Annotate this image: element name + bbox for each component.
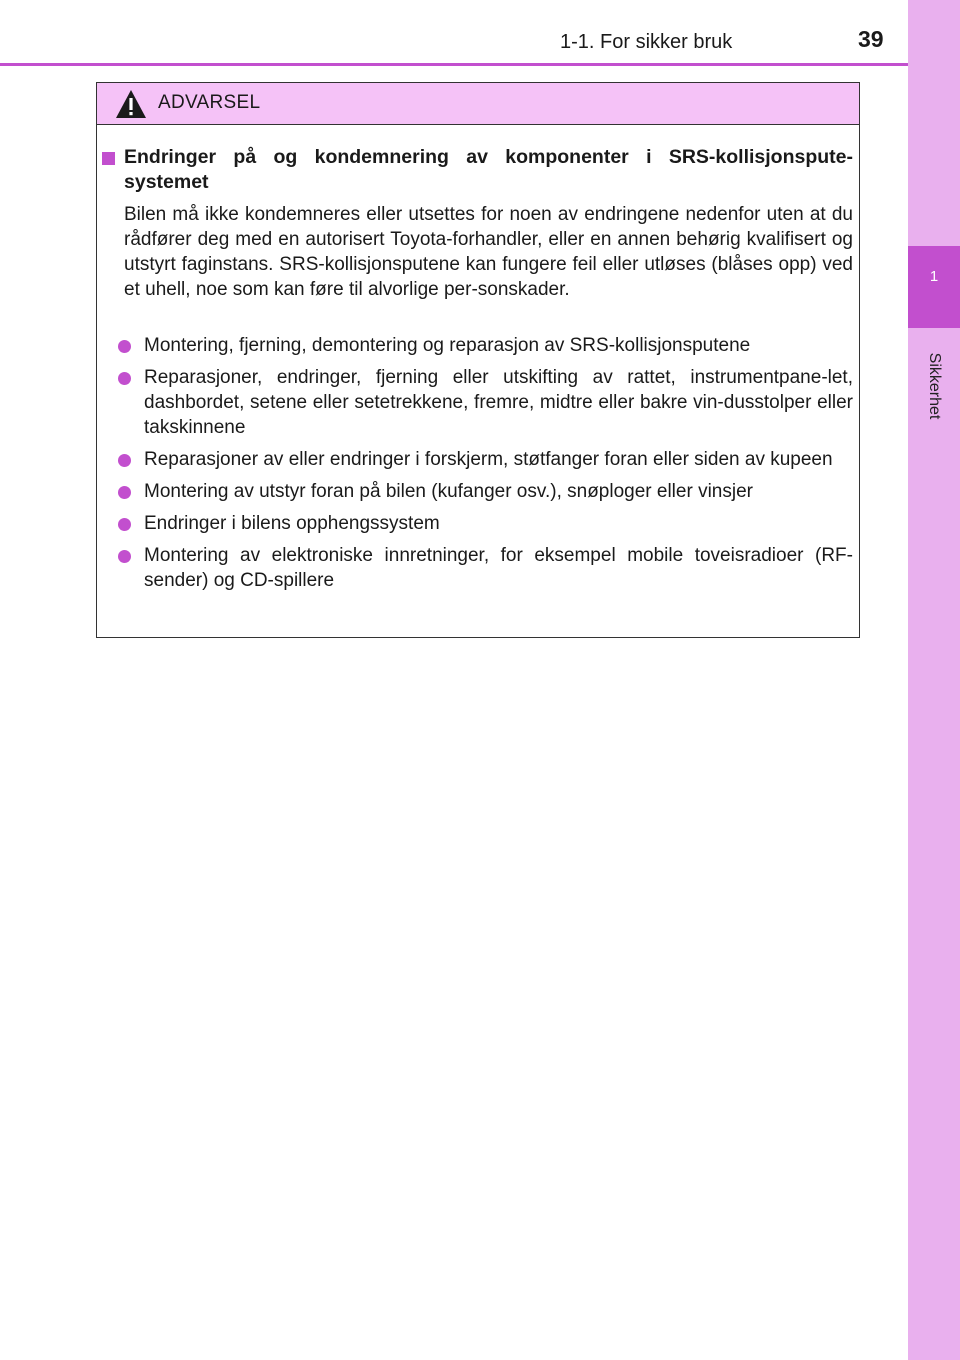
page-number: 39 (858, 26, 884, 52)
list-item-text: Montering av utstyr foran på bilen (kufanger osv.), snøploger eller vinsjer (144, 481, 753, 502)
intro-paragraph: Bilen må ikke kondemneres eller utsettes for noen av endringene nedenfor uten at du rådfører deg med en autorisert Toyota-forhandler, eller en annen behørig kvalifisert og utstyrt faginstans. SRS-kollisjonsputene kan fungere feil eller utløses (blåses opp) ved et uhell, noe som kan føre til alvorlige per-sonskader. (124, 204, 853, 300)
list-item-text: Reparasjoner, endringer, fjerning eller utskifting av rattet, instrumentpane-let, dashbordet, setene eller setetrekkene, fremre, midtre eller bakre vin-dusstolper eller takskinnene (144, 367, 853, 438)
side-strip (908, 0, 960, 1360)
chapter-number: 1 (929, 268, 939, 285)
list-item (107, 333, 853, 358)
list-item (107, 447, 853, 472)
round-bullet-icon (118, 372, 131, 385)
warning-title: ADVARSEL (158, 92, 261, 113)
list-item-text: Montering av elektroniske innretninger, for eksempel mobile toveisradioer (RF-sender) og CD-spillere (144, 545, 853, 591)
list-item (107, 543, 853, 593)
warning-header (97, 83, 859, 125)
bullet-list (107, 333, 853, 600)
list-item-text: Montering, fjerning, demontering og reparasjon av SRS-kollisjonsputene (144, 335, 751, 356)
round-bullet-icon (118, 486, 131, 499)
list-item (107, 479, 853, 504)
section-title: 1-1. For sikker bruk (560, 31, 733, 53)
square-bullet-icon (102, 152, 115, 165)
list-item-text: Endringer i bilens opphengssystem (144, 513, 440, 534)
list-item (107, 365, 853, 440)
warning-triangle-icon (115, 89, 147, 119)
round-bullet-icon (118, 454, 131, 467)
list-item (107, 511, 853, 536)
list-item-text: Reparasjoner av eller endringer i forskjerm, støtfanger foran eller siden av kupeen (144, 449, 833, 470)
round-bullet-icon (118, 550, 131, 563)
header-rule (0, 63, 908, 66)
chapter-label: Sikkerhet (926, 352, 943, 420)
section-heading (102, 145, 853, 195)
round-bullet-icon (118, 340, 131, 353)
warning-box (96, 82, 860, 638)
section-heading-text: Endringer på og kondemnering av komponenter i SRS-kollisjonspute-systemet (124, 146, 853, 193)
round-bullet-icon (118, 518, 131, 531)
